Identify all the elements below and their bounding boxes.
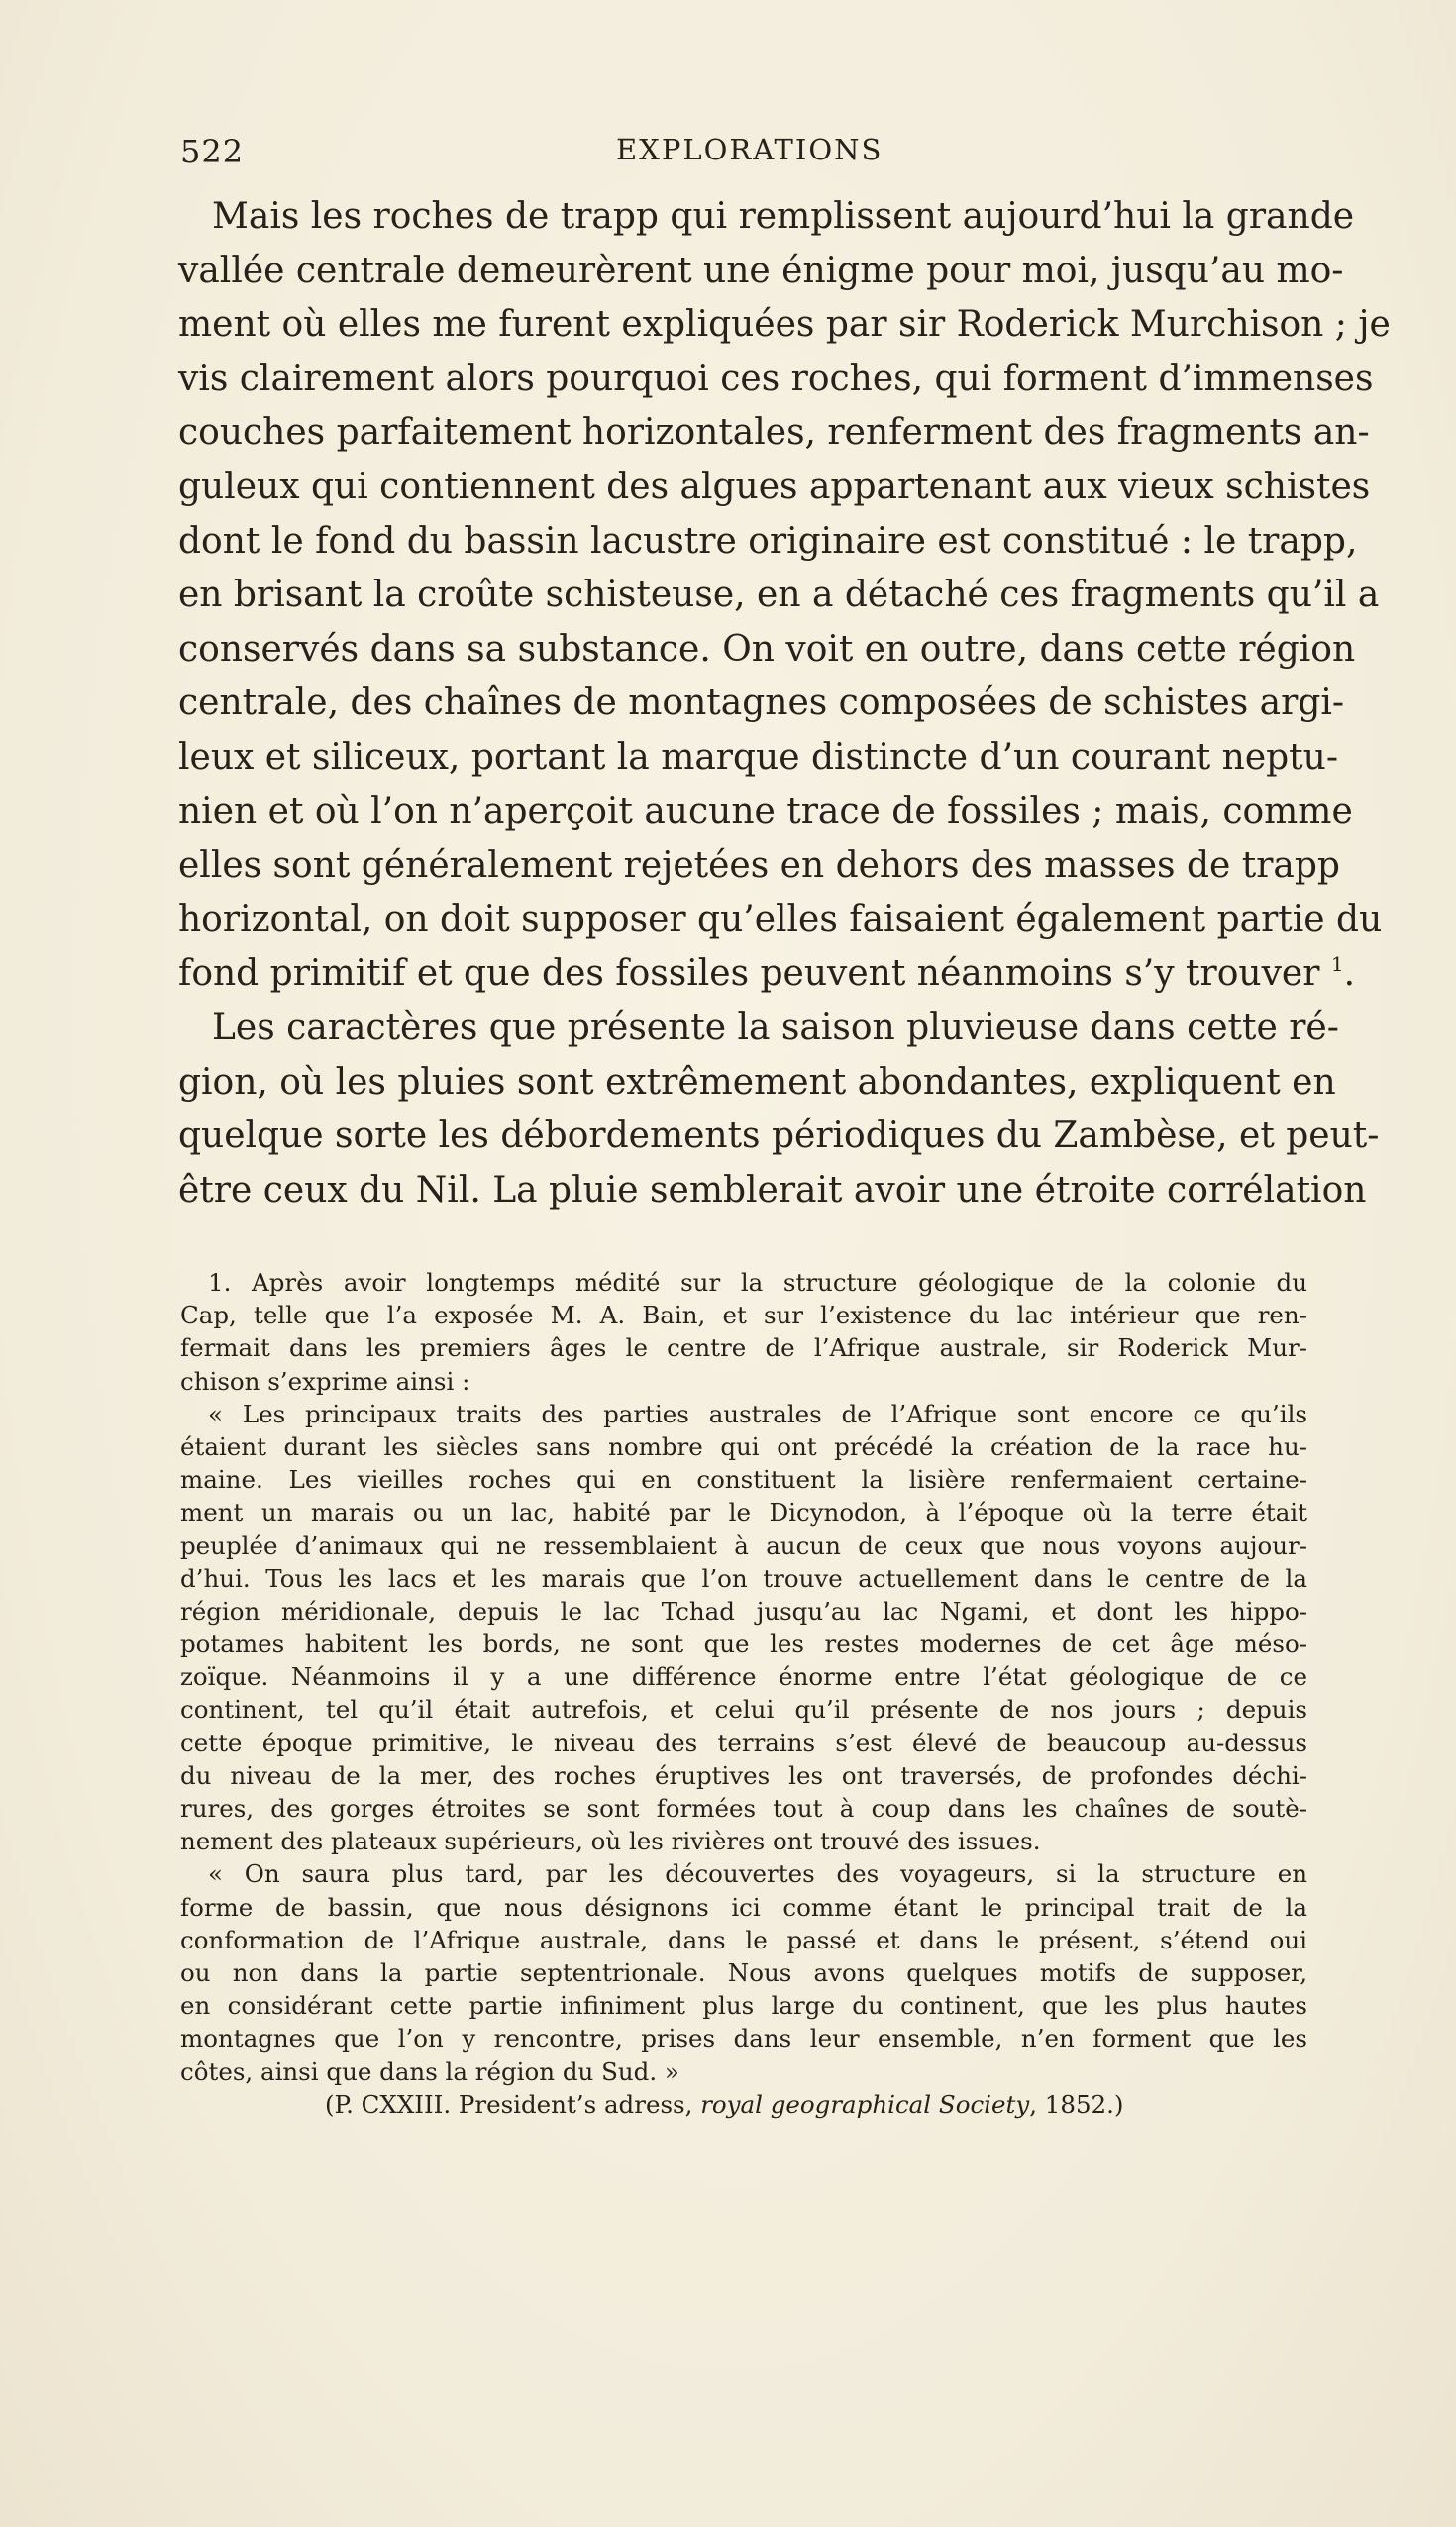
footnote-line: cette époque primitive, le niveau des terrains s’est élevé de beaucoup au-dessus — [180, 1728, 1307, 1757]
text-line: Les caractères que présente la saison pluvieuse dans cette ré- — [212, 1006, 1339, 1048]
footnote-line: région méridionale, depuis le lac Tchad jusqu’au lac Ngami, et dont les hippo- — [180, 1596, 1307, 1626]
text-line: couches parfaitement horizontales, renferment des fragments an- — [178, 412, 1370, 454]
text-line: leux et siliceux, portant la marque distincte d’un courant neptu- — [178, 736, 1339, 778]
text-line-content: fond primitif et que des fossiles peuvent néanmoins s’y trouver — [178, 953, 1320, 995]
footnote-line: étaient durant les siècles sans nombre qui ont précédé la création de la race hu- — [180, 1431, 1307, 1461]
source-society: royal geographical Society — [700, 2089, 1030, 2119]
footnote-line: montagnes que l’on y rencontre, prises dans leur ensemble, n’en forment que les — [180, 2024, 1307, 2053]
footnote-reference[interactable]: 1 — [1330, 952, 1344, 977]
footnote-line: continent, tel qu’il était autrefois, et celui qu’il présente de nos jours ; depuis — [180, 1695, 1307, 1725]
text-line: ment où elles me furent expliquées par sir Roderick Murchison ; je — [178, 304, 1391, 346]
footnote-line: zoïque. Néanmoins il y a une différence énorme entre l’état géologique de ce — [180, 1662, 1307, 1692]
text-line: Mais les roches de trapp qui remplissent aujourd’hui la grande — [212, 196, 1355, 237]
text-line: guleux qui contiennent des algues appartenant aux vieux schistes — [178, 466, 1371, 507]
footnote-line: conformation de l’Afrique australe, dans le passé et dans le présent, s’étend oui — [180, 1925, 1307, 1954]
footnote-line: « On saura plus tard, par les découvertes des voyageurs, si la structure en — [208, 1859, 1307, 1889]
footnote-line: du niveau de la mer, des roches éruptives les ont traversés, de profondes déchi- — [180, 1760, 1307, 1790]
text-line: vis clairement alors pourquoi ces roches, qui forment d’immenses — [178, 358, 1374, 399]
text-line: nien et où l’on n’aperçoit aucune trace de fossiles ; mais, comme — [178, 790, 1353, 832]
text-line: gion, où les pluies sont extrêmement abondantes, expliquent en — [178, 1061, 1336, 1103]
footnote-line: ou non dans la partie septentrionale. Nous avons quelques motifs de supposer, — [180, 1957, 1307, 1987]
footnote-line: en considérant cette partie infiniment plus large du continent, que les plus hautes — [180, 1991, 1307, 2021]
source-suffix: , 1852.) — [1029, 2089, 1124, 2119]
footnote — [180, 1266, 1307, 2121]
text-line: dont le fond du bassin lacustre originaire est constitué : le trapp, — [178, 520, 1358, 562]
text-line: quelque sorte les débordements périodiques du Zambèse, et peut- — [178, 1115, 1380, 1157]
sentence-period: . — [1343, 953, 1356, 995]
footnote-line: Cap, telle que l’a exposée M. A. Bain, et sur l’existence du lac intérieur que ren- — [180, 1301, 1307, 1330]
footnote-line: rures, des gorges étroites se sont formées tout à coup dans les chaînes de soutè- — [180, 1794, 1307, 1823]
main-text — [178, 190, 1391, 1217]
footnote-line: nement des plateaux supérieurs, où les rivières ont trouvé des issues. — [180, 1827, 1041, 1856]
footnote-line: d’hui. Tous les lacs et les marais que l’on trouve actuellement dans le centre de la — [180, 1563, 1307, 1593]
running-title: EXPLORATIONS — [616, 133, 884, 166]
footnote-line: chison s’exprime ainsi : — [180, 1366, 470, 1396]
source-prefix: (P. CXXIII. President’s adress, — [325, 2089, 701, 2119]
text-line: centrale, des chaînes de montagnes composées de schistes argi- — [178, 683, 1345, 724]
footnote-source — [180, 2088, 1307, 2121]
text-line: être ceux du Nil. La pluie semblerait avoir une étroite corrélation — [178, 1169, 1367, 1211]
text-line: horizontal, on doit supposer qu’elles faisaient également partie du — [178, 898, 1383, 940]
footnote-line: « Les principaux traits des parties australes de l’Afrique sont encore ce qu’ils — [208, 1399, 1307, 1428]
text-line — [178, 947, 1356, 1001]
footnote-line: peuplée d’animaux qui ne ressemblaient à aucun de ceux que nous voyons aujour- — [180, 1530, 1307, 1560]
footnote-line: 1. Après avoir longtemps médité sur la structure géologique de la colonie du — [208, 1268, 1307, 1297]
page-header — [180, 133, 1309, 172]
page-number: 522 — [180, 133, 245, 170]
text-line: conservés dans sa substance. On voit en outre, dans cette région — [178, 628, 1356, 670]
footnote-line: ment un marais ou un lac, habité par le Dicynodon, à l’époque où la terre était — [180, 1498, 1307, 1527]
footnote-line: fermait dans les premiers âges le centre de l’Afrique australe, sir Roderick Mur- — [180, 1333, 1307, 1363]
footnote-line: maine. Les vieilles roches qui en constituent la lisière renfermaient certaine- — [180, 1465, 1307, 1495]
footnote-line: côtes, ainsi que dans la région du Sud. » — [180, 2056, 679, 2086]
footnote-line: potames habitent les bords, ne sont que les restes modernes de cet âge méso- — [180, 1630, 1307, 1659]
footnote-line: forme de bassin, que nous désignons ici comme étant le principal trait de la — [180, 1892, 1307, 1922]
text-line: elles sont généralement rejetées en dehors des masses de trapp — [178, 845, 1340, 887]
text-line: en brisant la croûte schisteuse, en a détaché ces fragments qu’il a — [178, 575, 1380, 616]
text-line: vallée centrale demeurèrent une énigme pour moi, jusqu’au mo- — [178, 250, 1344, 291]
